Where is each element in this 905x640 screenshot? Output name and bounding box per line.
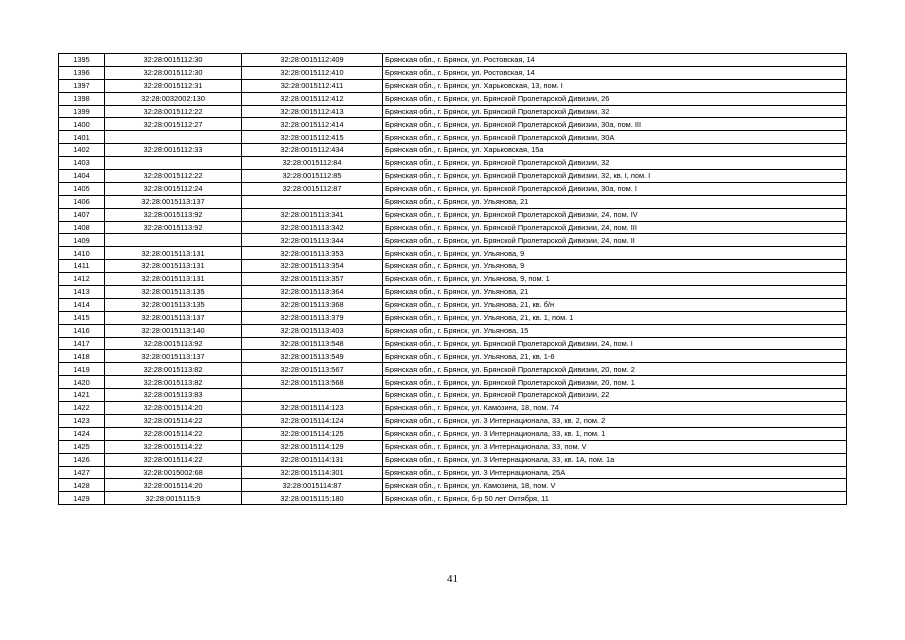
row-number-cell: 1423 <box>59 414 105 427</box>
row-number-cell: 1405 <box>59 182 105 195</box>
object-number-cell: 32:28:0015112:85 <box>242 170 383 183</box>
row-number-cell: 1403 <box>59 157 105 170</box>
parcel-number-cell: 32:28:0015114:20 <box>105 402 242 415</box>
row-number-cell: 1395 <box>59 54 105 67</box>
object-number-cell: 32:28:0015115:180 <box>242 492 383 505</box>
object-number-cell: 32:28:0015113:549 <box>242 350 383 363</box>
object-number-cell: 32:28:0015114:87 <box>242 479 383 492</box>
row-number-cell: 1396 <box>59 66 105 79</box>
object-number-cell: 32:28:0015113:354 <box>242 260 383 273</box>
table-row <box>59 337 847 350</box>
row-number-cell: 1397 <box>59 79 105 92</box>
table-row <box>59 479 847 492</box>
object-number-cell: 32:28:0015114:131 <box>242 453 383 466</box>
parcel-number-cell: 32:28:0015114:20 <box>105 479 242 492</box>
row-number-cell: 1424 <box>59 427 105 440</box>
address-cell: Брянская обл., г. Брянск, ул. Брянской Пролетарской Дивизии, 30а, пом. III <box>383 118 847 131</box>
row-number-cell: 1401 <box>59 131 105 144</box>
row-number-cell: 1412 <box>59 273 105 286</box>
parcel-number-cell: 32:28:0015112:30 <box>105 66 242 79</box>
row-number-cell: 1398 <box>59 92 105 105</box>
row-number-cell: 1416 <box>59 324 105 337</box>
table-row <box>59 440 847 453</box>
parcel-number-cell: 32:28:0015112:22 <box>105 170 242 183</box>
parcel-number-cell: 32:28:0015113:135 <box>105 286 242 299</box>
address-cell: Брянская обл., г. Брянск, ул. Брянской Пролетарской Дивизии, 20, пом. 2 <box>383 363 847 376</box>
parcel-number-cell: 32:28:0015113:137 <box>105 350 242 363</box>
table-row <box>59 376 847 389</box>
row-number-cell: 1399 <box>59 105 105 118</box>
address-cell: Брянская обл., г. Брянск, ул. Ульянова, 9 <box>383 247 847 260</box>
object-number-cell: 32:28:0015113:568 <box>242 376 383 389</box>
object-number-cell: 32:28:0015113:403 <box>242 324 383 337</box>
address-cell: Брянская обл., г. Брянск, ул. 3 Интернационала, 25А <box>383 466 847 479</box>
row-number-cell: 1415 <box>59 311 105 324</box>
parcel-number-cell: 32:28:0015114:22 <box>105 440 242 453</box>
table-row <box>59 118 847 131</box>
table-row <box>59 234 847 247</box>
row-number-cell: 1410 <box>59 247 105 260</box>
parcel-number-cell: 32:28:0015112:33 <box>105 144 242 157</box>
parcel-number-cell: 32:28:0015112:27 <box>105 118 242 131</box>
address-cell: Брянская обл., г. Брянск, ул. Брянской Пролетарской Дивизии, 30а, пом. I <box>383 182 847 195</box>
page-number: 41 <box>447 573 458 585</box>
parcel-number-cell <box>105 131 242 144</box>
table-row <box>59 66 847 79</box>
address-cell: Брянская обл., г. Брянск, ул. Ульянова, 9, пом. 1 <box>383 273 847 286</box>
object-number-cell: 32:28:0015112:84 <box>242 157 383 170</box>
row-number-cell: 1406 <box>59 195 105 208</box>
address-cell: Брянская обл., г. Брянск, ул. Ульянова, 21, кв. 1, пом. 1 <box>383 311 847 324</box>
address-cell: Брянская обл., г. Брянск, ул. Камозина, 18, пом. V <box>383 479 847 492</box>
table-row <box>59 195 847 208</box>
parcel-number-cell: 32:28:0015115:9 <box>105 492 242 505</box>
table-row <box>59 402 847 415</box>
object-number-cell: 32:28:0015113:341 <box>242 208 383 221</box>
row-number-cell: 1414 <box>59 298 105 311</box>
object-number-cell: 32:28:0015113:379 <box>242 311 383 324</box>
object-number-cell: 32:28:0015114:301 <box>242 466 383 479</box>
table-row <box>59 311 847 324</box>
table-row <box>59 286 847 299</box>
row-number-cell: 1417 <box>59 337 105 350</box>
address-cell: Брянская обл., г. Брянск, ул. 3 Интернационала, 33, кв. 1А, пом. 1а <box>383 453 847 466</box>
parcel-number-cell: 32:28:0015113:82 <box>105 363 242 376</box>
address-cell: Брянская обл., г. Брянск, ул. Ростовская, 14 <box>383 54 847 67</box>
row-number-cell: 1429 <box>59 492 105 505</box>
parcel-number-cell: 32:28:0015113:82 <box>105 376 242 389</box>
cadastral-table <box>58 53 847 505</box>
address-cell: Брянская обл., г. Брянск, ул. 3 Интернационала, 33, пом. V <box>383 440 847 453</box>
parcel-number-cell: 32:28:0015113:137 <box>105 311 242 324</box>
parcel-number-cell: 32:28:0015114:22 <box>105 427 242 440</box>
object-number-cell: 32:28:0015112:410 <box>242 66 383 79</box>
parcel-number-cell: 32:28:0015002:68 <box>105 466 242 479</box>
address-cell: Брянская обл., г. Брянск, ул. Ульянова, 21 <box>383 286 847 299</box>
object-number-cell: 32:28:0015112:414 <box>242 118 383 131</box>
address-cell: Брянская обл., г. Брянск, ул. Брянской Пролетарской Дивизии, 32, кв. I, пом. I <box>383 170 847 183</box>
address-cell: Брянская обл., г. Брянск, ул. Брянской Пролетарской Дивизии, 30А <box>383 131 847 144</box>
object-number-cell: 32:28:0015113:353 <box>242 247 383 260</box>
object-number-cell: 32:28:0015113:342 <box>242 221 383 234</box>
address-cell: Брянская обл., г. Брянск, ул. Ульянова, 9 <box>383 260 847 273</box>
parcel-number-cell: 32:28:0015112:24 <box>105 182 242 195</box>
table-row <box>59 389 847 402</box>
parcel-number-cell: 32:28:0015113:92 <box>105 221 242 234</box>
object-number-cell: 32:28:0015112:87 <box>242 182 383 195</box>
parcel-number-cell: 32:28:0015113:131 <box>105 247 242 260</box>
object-number-cell: 32:28:0015113:364 <box>242 286 383 299</box>
row-number-cell: 1408 <box>59 221 105 234</box>
row-number-cell: 1400 <box>59 118 105 131</box>
parcel-number-cell: 32:28:0015112:31 <box>105 79 242 92</box>
parcel-number-cell: 32:28:0015113:83 <box>105 389 242 402</box>
address-cell: Брянская обл., г. Брянск, ул. Харьковская, 13, пом. I <box>383 79 847 92</box>
parcel-number-cell: 32:28:0015112:22 <box>105 105 242 118</box>
address-cell: Брянская обл., г. Брянск, б-р 50 лет Октября, 11 <box>383 492 847 505</box>
address-cell: Брянская обл., г. Брянск, ул. Брянской Пролетарской Дивизии, 32 <box>383 105 847 118</box>
parcel-number-cell: 32:28:0015113:131 <box>105 260 242 273</box>
parcel-number-cell: 32:28:0015113:140 <box>105 324 242 337</box>
table-row <box>59 466 847 479</box>
row-number-cell: 1419 <box>59 363 105 376</box>
row-number-cell: 1409 <box>59 234 105 247</box>
row-number-cell: 1411 <box>59 260 105 273</box>
table-row <box>59 131 847 144</box>
table-row <box>59 298 847 311</box>
parcel-number-cell: 32:28:0015113:131 <box>105 273 242 286</box>
address-cell: Брянская обл., г. Брянск, ул. Харьковская, 15а <box>383 144 847 157</box>
object-number-cell: 32:28:0015112:434 <box>242 144 383 157</box>
table-row <box>59 324 847 337</box>
row-number-cell: 1407 <box>59 208 105 221</box>
table-row <box>59 208 847 221</box>
object-number-cell: 32:28:0015114:123 <box>242 402 383 415</box>
object-number-cell: 32:28:0015113:567 <box>242 363 383 376</box>
object-number-cell: 32:28:0015114:129 <box>242 440 383 453</box>
parcel-number-cell: 32:28:0015114:22 <box>105 453 242 466</box>
object-number-cell: 32:28:0015112:411 <box>242 79 383 92</box>
address-cell: Брянская обл., г. Брянск, ул. Брянской Пролетарской Дивизии, 26 <box>383 92 847 105</box>
parcel-number-cell <box>105 157 242 170</box>
address-cell: Брянская обл., г. Брянск, ул. Брянской Пролетарской Дивизии, 20, пом. 1 <box>383 376 847 389</box>
row-number-cell: 1426 <box>59 453 105 466</box>
object-number-cell: 32:28:0015113:548 <box>242 337 383 350</box>
address-cell: Брянская обл., г. Брянск, ул. Брянской Пролетарской Дивизии, 24, пом. IV <box>383 208 847 221</box>
table-row <box>59 221 847 234</box>
row-number-cell: 1402 <box>59 144 105 157</box>
row-number-cell: 1427 <box>59 466 105 479</box>
row-number-cell: 1421 <box>59 389 105 402</box>
parcel-number-cell: 32:28:0015114:22 <box>105 414 242 427</box>
table-row <box>59 144 847 157</box>
address-cell: Брянская обл., г. Брянск, ул. Брянской Пролетарской Дивизии, 22 <box>383 389 847 402</box>
object-number-cell <box>242 195 383 208</box>
table-row <box>59 260 847 273</box>
address-cell: Брянская обл., г. Брянск, ул. Брянской Пролетарской Дивизии, 24, пом. II <box>383 234 847 247</box>
parcel-number-cell: 32:28:0015112:30 <box>105 54 242 67</box>
row-number-cell: 1428 <box>59 479 105 492</box>
parcel-number-cell: 32:28:0015113:137 <box>105 195 242 208</box>
address-cell: Брянская обл., г. Брянск, ул. 3 Интернационала, 33, кв. 2, пом. 2 <box>383 414 847 427</box>
table-row <box>59 453 847 466</box>
table-row <box>59 54 847 67</box>
address-cell: Брянская обл., г. Брянск, ул. Ульянова, 21 <box>383 195 847 208</box>
row-number-cell: 1413 <box>59 286 105 299</box>
object-number-cell: 32:28:0015113:368 <box>242 298 383 311</box>
table-body <box>59 54 847 505</box>
row-number-cell: 1422 <box>59 402 105 415</box>
address-cell: Брянская обл., г. Брянск, ул. Брянской Пролетарской Дивизии, 24, пом. III <box>383 221 847 234</box>
row-number-cell: 1418 <box>59 350 105 363</box>
object-number-cell: 32:28:0015113:344 <box>242 234 383 247</box>
object-number-cell: 32:28:0015114:124 <box>242 414 383 427</box>
parcel-number-cell: 32:28:0015113:135 <box>105 298 242 311</box>
address-cell: Брянская обл., г. Брянск, ул. Ульянова, 15 <box>383 324 847 337</box>
address-cell: Брянская обл., г. Брянск, ул. Брянской Пролетарской Дивизии, 24, пом. I <box>383 337 847 350</box>
address-cell: Брянская обл., г. Брянск, ул. Ростовская, 14 <box>383 66 847 79</box>
row-number-cell: 1404 <box>59 170 105 183</box>
table-row <box>59 105 847 118</box>
object-number-cell: 32:28:0015114:125 <box>242 427 383 440</box>
table-row <box>59 157 847 170</box>
parcel-number-cell: 32:28:0015113:92 <box>105 337 242 350</box>
table-row <box>59 427 847 440</box>
object-number-cell: 32:28:0015112:412 <box>242 92 383 105</box>
table-row <box>59 170 847 183</box>
table-row <box>59 182 847 195</box>
table-row <box>59 363 847 376</box>
object-number-cell: 32:28:0015113:357 <box>242 273 383 286</box>
address-cell: Брянская обл., г. Брянск, ул. Камозина, 18, пом. 74 <box>383 402 847 415</box>
object-number-cell: 32:28:0015112:409 <box>242 54 383 67</box>
table-row <box>59 79 847 92</box>
object-number-cell <box>242 389 383 402</box>
table-row <box>59 414 847 427</box>
parcel-number-cell: 32:28:0015113:92 <box>105 208 242 221</box>
table-row <box>59 92 847 105</box>
table-row <box>59 350 847 363</box>
address-cell: Брянская обл., г. Брянск, ул. Брянской Пролетарской Дивизии, 32 <box>383 157 847 170</box>
parcel-number-cell: 32:28:0032002:130 <box>105 92 242 105</box>
table-row <box>59 247 847 260</box>
address-cell: Брянская обл., г. Брянск, ул. Ульянова, 21, кв. 1-6 <box>383 350 847 363</box>
address-cell: Брянская обл., г. Брянск, ул. 3 Интернационала, 33, кв. 1, пом. 1 <box>383 427 847 440</box>
parcel-number-cell <box>105 234 242 247</box>
table-row <box>59 273 847 286</box>
row-number-cell: 1420 <box>59 376 105 389</box>
object-number-cell: 32:28:0015112:413 <box>242 105 383 118</box>
object-number-cell: 32:28:0015112:415 <box>242 131 383 144</box>
row-number-cell: 1425 <box>59 440 105 453</box>
table-row <box>59 492 847 505</box>
address-cell: Брянская обл., г. Брянск, ул. Ульянова, 21, кв. б/н <box>383 298 847 311</box>
